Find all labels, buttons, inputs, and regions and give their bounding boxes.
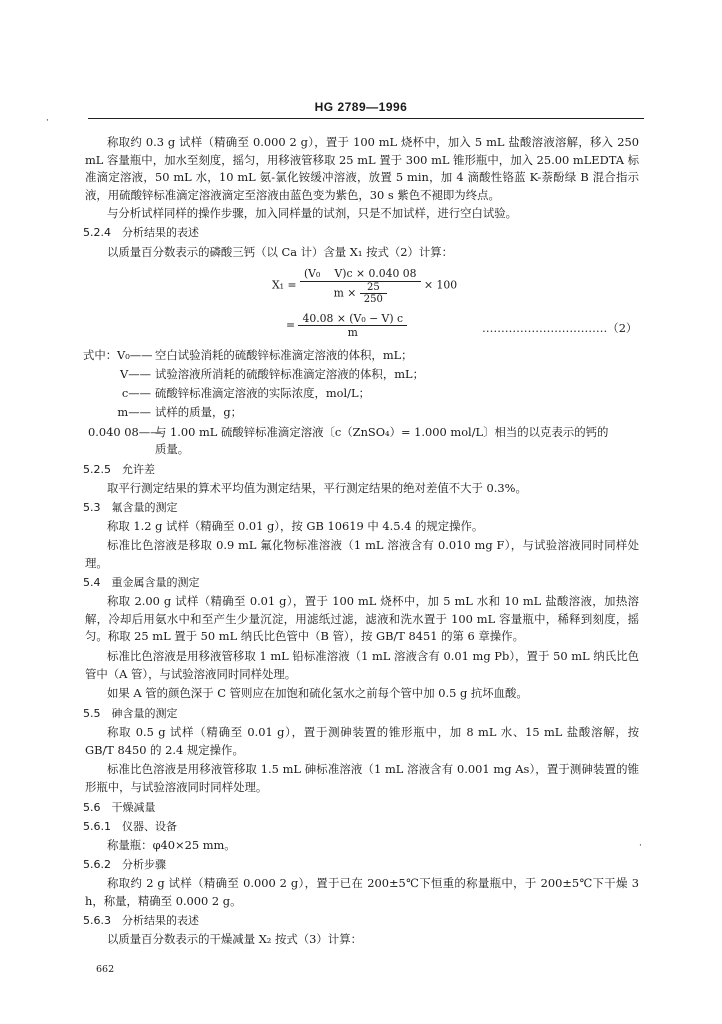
heading-5-6-2: 5.6.2 分析步骤 [83,858,166,871]
margin-mark: · [639,841,642,851]
formula-2-line1 [272,266,457,305]
page-number: 662 [96,964,115,975]
margin-mark: · [46,116,49,126]
formula-lhs: X₁ = [272,278,297,292]
para-sample-prep: 称取约 0.3 g 试样（精确至 0.000 2 g），置于 100 mL 烧杯中，加入 5 mL 盐酸溶液溶解，移入 250 mL 容量瓶中，加水至刻度，摇匀，用移液管移取 25 mL 置于 300 mL 锥形瓶中，加入 25.00 mLEDTA 标准滴定溶液，50 mL 水，10 mL 氨-氯化铵缓冲溶液，放置 5 min，加 4 滴酸性铬蓝 K-萘酚绿 B 混合指示液，用硫酸锌标准滴定溶液滴定至溶液由蓝色变为紫色，30 s 紫色不褪即为终点。 [85,135,639,202]
para-heavy-metal-3: 如果 A 管的颜色深于 C 管则应在加饱和硫化氢水之前每个管中加 0.5 g 抗坏血酸。 [107,686,528,700]
aliquot-num: 25 [360,282,387,294]
where-label: 式中： [83,348,118,362]
heading-5-6-3: 5.6.3 分析结果的表述 [83,914,199,927]
formula-numerator-2: 40.08 × (V₀ − V) c [298,312,407,326]
heading-5-2-4: 5.2.4 分析结果的表述 [83,226,199,239]
para-drying-procedure: 称取约 2 g 试样（精确至 0.000 2 g），置于已在 200±5℃下恒重的称量瓶中，于 200±5℃下干燥 3 h，称量，精确至 0.000 2 g。 [85,876,639,908]
var-symbol: V—— [119,367,151,381]
heading-5-2-5: 5.2.5 允许差 [83,463,155,476]
var-description: 试样的质量，g； [155,405,243,419]
para-weighing-bottle: 称量瓶：φ40×25 mm。 [107,838,236,852]
formula-den-m: m × [333,286,357,300]
formula-fraction-1 [300,266,421,305]
var-symbol: V₀—— [117,348,153,362]
aliquot-den: 250 [363,294,383,305]
para-arsenic-2: 标准比色溶液是用移液管移取 1.5 mL 砷标准溶液（1 mL 溶液含有 0.001 mg As），置于测砷装置的锥形瓶中，与试验溶液同时同样处理。 [85,762,639,794]
var-symbol: c—— [121,386,151,400]
page-header: HG 2789—1996 [314,100,408,114]
var-description: 空白试验消耗的硫酸锌标准滴定溶液的体积，mL； [155,348,413,362]
formula-eq: = [286,318,296,332]
formula-2-line2 [286,312,407,339]
var-description: 硫酸锌标准滴定溶液的实际浓度，mol/L； [155,386,370,400]
var-description: 质量。 [155,442,190,456]
var-description: 与 1.00 mL 硫酸锌标准滴定溶液〔c（ZnSO₄）= 1.000 mol/L〕相当的以克表示的钙的 [155,425,609,439]
formula-label-2: ……………………………（2） [482,321,638,335]
formula-numerator-1: (V₀ V)c × 0.040 08 [300,266,421,282]
var-description: 试验溶液所消耗的硫酸锌标准滴定溶液的体积，mL； [155,367,424,381]
formula-fraction-2 [298,312,407,339]
var-symbol: 0.040 08—— [88,425,162,439]
para-fluorine-1: 称取 1.2 g 试样（精确至 0.01 g），按 GB 10619 中 4.5.4 的规定操作。 [107,519,484,533]
heading-5-6-1: 5.6.1 仪器、设备 [83,820,177,833]
para-tolerance: 取平行测定结果的算术平均值为测定结果，平行测定结果的绝对差值不大于 0.3%。 [107,481,527,495]
para-fluorine-2: 标准比色溶液是移取 0.9 mL 氟化物标准溶液（1 mL 溶液含有 0.010 mg F），与试验溶液同时同样处理。 [85,538,639,570]
formula-tail: × 100 [424,278,458,292]
heading-5-5: 5.5 砷含量的测定 [83,707,178,720]
para-heavy-metal-2: 标准比色溶液是用移液管移取 1 mL 铅标准溶液（1 mL 溶液含有 0.01 mg Pb），置于 50 mL 纳氏比色管中（A 管），与试验溶液同时同样处理。 [85,649,639,681]
heading-5-6: 5.6 干燥减量 [83,801,156,814]
formula-aliquot-fraction [360,282,387,305]
formula-intro: 以质量百分数表示的磷酸三钙（以 Ca 计）含量 X₁ 按式（2）计算： [107,245,454,259]
para-arsenic-1: 称取 0.5 g 试样（精确至 0.01 g），置于测砷装置的锥形瓶中，加 8 mL 水、15 mL 盐酸溶解，按 GB/T 8450 的 2.4 规定操作。 [85,725,639,757]
para-heavy-metal-1: 称取 2.00 g 试样（精确至 0.01 g），置于 100 mL 烧杯中，加 5 mL 水和 10 mL 盐酸溶液，加热溶解，冷却后用氨水中和至产生少量沉淀，用滤纸过滤，滤液和洗水置于 100 mL 容量瓶中，稀释到刻度，摇匀。称取 25 mL 置于 50 mL 纳氏比色管中（B 管），按 GB/T 8451 的第 6 章操作。 [85,594,639,643]
para-blank-test: 与分析试样同样的操作步骤，加入同样量的试剂，只是不加试样，进行空白试验。 [107,206,518,220]
var-symbol: m—— [117,405,151,419]
para-drying-formula-intro: 以质量百分数表示的干燥减量 X₂ 按式（3）计算： [107,932,362,946]
heading-5-3: 5.3 氟含量的测定 [83,501,178,514]
formula-denominator-2: m [347,326,358,339]
header-rule [88,118,644,119]
heading-5-4: 5.4 重金属含量的测定 [83,576,200,589]
formula-denominator-1 [300,282,421,305]
